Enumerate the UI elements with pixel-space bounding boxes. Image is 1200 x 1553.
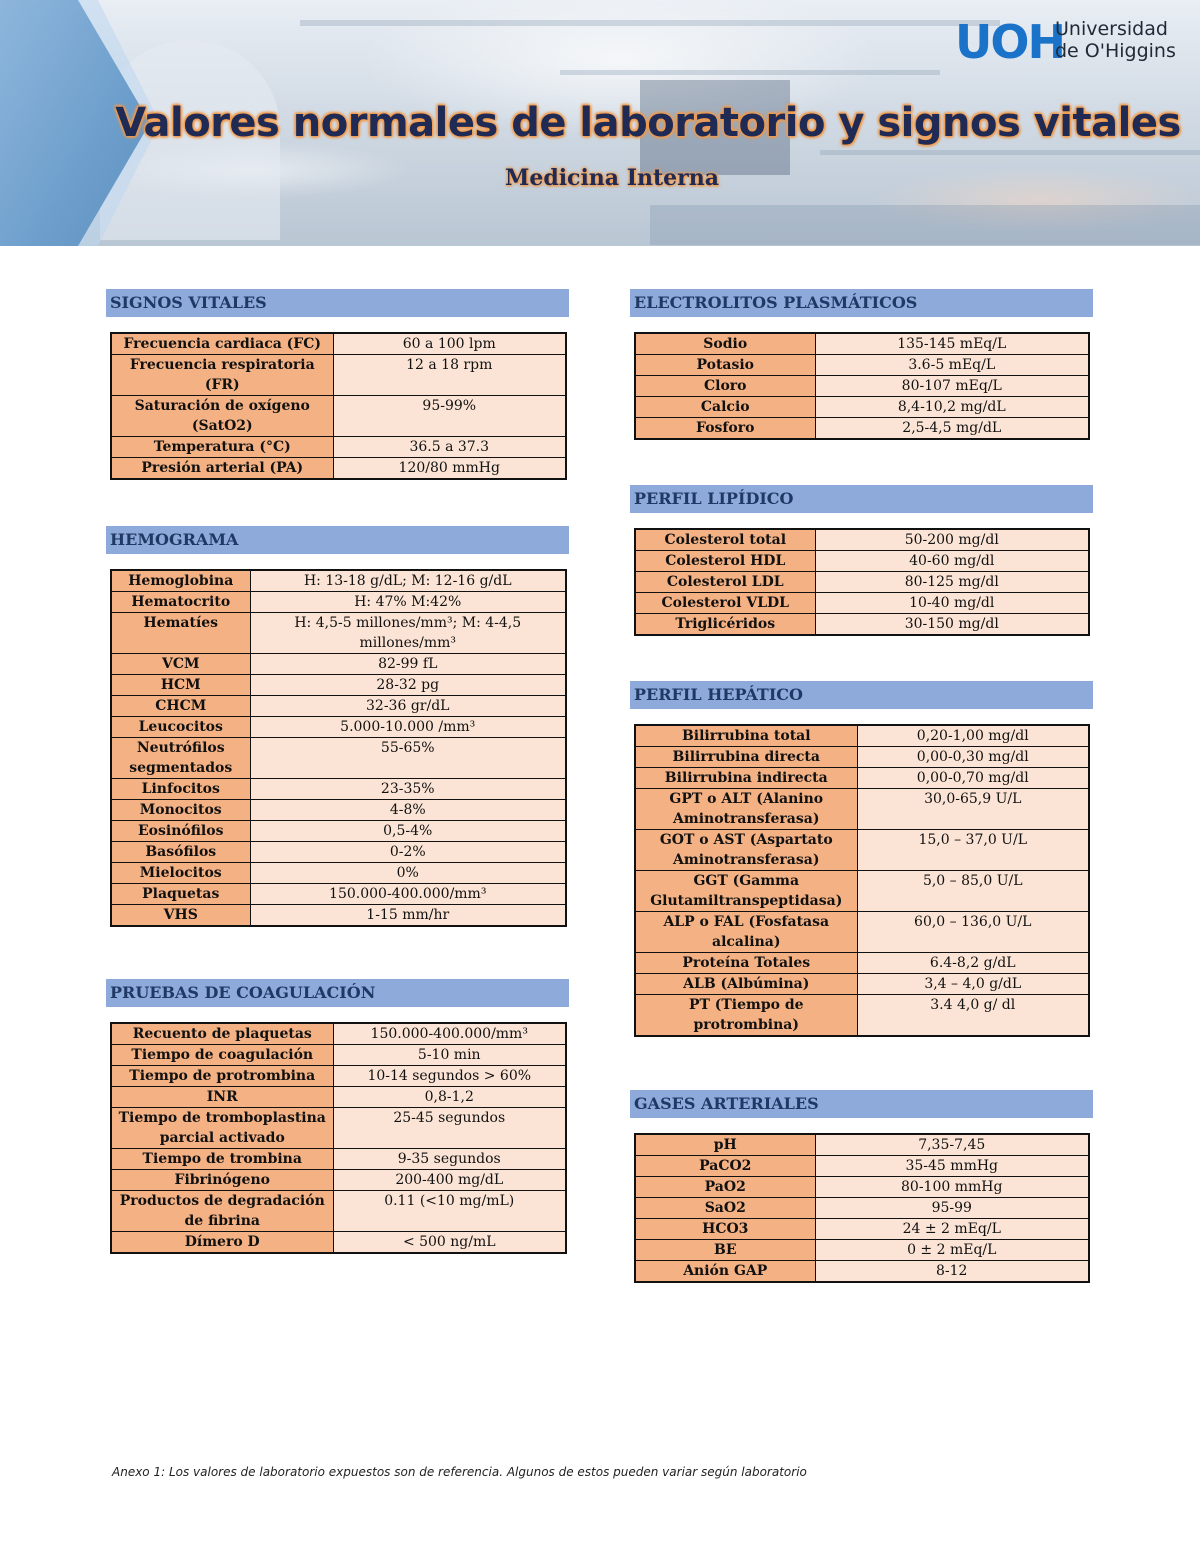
- reference-value: 0-2%: [250, 842, 566, 863]
- parameter-name: Hematocrito: [111, 592, 250, 613]
- parameter-name: Presión arterial (PA): [111, 458, 333, 480]
- reference-value: 30,0-65,9 U/L: [857, 789, 1089, 830]
- reference-value: H: 13-18 g/dL; M: 12-16 g/dL: [250, 570, 566, 592]
- table-row: [111, 355, 566, 396]
- reference-value: 95-99: [815, 1198, 1089, 1219]
- table-row: [635, 1177, 1089, 1198]
- table-row: [635, 974, 1089, 995]
- parameter-name: Hematíes: [111, 613, 250, 654]
- table-row: [635, 953, 1089, 974]
- parameter-name: HCM: [111, 675, 250, 696]
- parameter-name: ALP o FAL (Fosfatasa alcalina): [635, 912, 857, 953]
- reference-value: 80-100 mmHg: [815, 1177, 1089, 1198]
- parameter-name: Bilirrubina indirecta: [635, 768, 857, 789]
- parameter-name: HCO3: [635, 1219, 815, 1240]
- reference-value: 7,35-7,45: [815, 1134, 1089, 1156]
- reference-value: 60 a 100 lpm: [333, 333, 566, 355]
- table-row: [635, 768, 1089, 789]
- table-row: [111, 884, 566, 905]
- reference-value: 5.000-10.000 /mm³: [250, 717, 566, 738]
- table-row: [111, 1045, 566, 1066]
- table-row: [635, 789, 1089, 830]
- parameter-name: PaCO2: [635, 1156, 815, 1177]
- reference-value: 2,5-4,5 mg/dL: [815, 418, 1089, 440]
- parameter-name: Bilirrubina total: [635, 725, 857, 747]
- reference-value: 0.11 (<10 mg/mL): [333, 1191, 566, 1232]
- table-row: [635, 1261, 1089, 1283]
- table-row: [111, 675, 566, 696]
- reference-value: 0,00-0,70 mg/dl: [857, 768, 1089, 789]
- parameter-name: Mielocitos: [111, 863, 250, 884]
- reference-value: 32-36 gr/dL: [250, 696, 566, 717]
- parameter-name: CHCM: [111, 696, 250, 717]
- table-coagulacion: [110, 1022, 567, 1254]
- table-hepatico: [634, 724, 1090, 1037]
- parameter-name: Anión GAP: [635, 1261, 815, 1283]
- parameter-name: Colesterol HDL: [635, 551, 815, 572]
- logo-mark: UOH: [955, 15, 1064, 69]
- reference-value: 8,4-10,2 mg/dL: [815, 397, 1089, 418]
- reference-value: 3.4 4,0 g/ dl: [857, 995, 1089, 1037]
- table-row: [635, 418, 1089, 440]
- parameter-name: Dímero D: [111, 1232, 333, 1254]
- table-row: [111, 738, 566, 779]
- reference-value: 28-32 pg: [250, 675, 566, 696]
- reference-value: 36.5 a 37.3: [333, 437, 566, 458]
- table-row: [111, 1066, 566, 1087]
- parameter-name: INR: [111, 1087, 333, 1108]
- table-row: [635, 1156, 1089, 1177]
- parameter-name: Sodio: [635, 333, 815, 355]
- table-row: [635, 725, 1089, 747]
- table-row: [111, 1170, 566, 1191]
- table-hemograma: [110, 569, 567, 927]
- reference-value: 0,20-1,00 mg/dl: [857, 725, 1089, 747]
- table-row: [635, 614, 1089, 636]
- parameter-name: Cloro: [635, 376, 815, 397]
- parameter-name: Calcio: [635, 397, 815, 418]
- table-row: [635, 397, 1089, 418]
- university-logo: [955, 14, 1185, 70]
- section-header-lipidico: PERFIL LIPÍDICO: [630, 485, 1093, 513]
- header-banner: [0, 0, 1200, 246]
- section-header-electrolitos: ELECTROLITOS PLASMÁTICOS: [630, 289, 1093, 317]
- parameter-name: Eosinófilos: [111, 821, 250, 842]
- table-row: [111, 842, 566, 863]
- reference-value: 95-99%: [333, 396, 566, 437]
- table-row: [635, 1219, 1089, 1240]
- reference-value: 0%: [250, 863, 566, 884]
- reference-value: 10-14 segundos > 60%: [333, 1066, 566, 1087]
- parameter-name: BE: [635, 1240, 815, 1261]
- reference-value: 55-65%: [250, 738, 566, 779]
- table-row: [111, 458, 566, 480]
- reference-value: 150.000-400.000/mm³: [333, 1023, 566, 1045]
- parameter-name: Potasio: [635, 355, 815, 376]
- reference-value: 50-200 mg/dl: [815, 529, 1089, 551]
- parameter-name: Hemoglobina: [111, 570, 250, 592]
- reference-value: 15,0 – 37,0 U/L: [857, 830, 1089, 871]
- logo-text: [1055, 18, 1176, 62]
- table-row: [635, 529, 1089, 551]
- table-row: [111, 1023, 566, 1045]
- reference-value: 200-400 mg/dL: [333, 1170, 566, 1191]
- parameter-name: Plaquetas: [111, 884, 250, 905]
- parameter-name: Colesterol total: [635, 529, 815, 551]
- parameter-name: VHS: [111, 905, 250, 927]
- parameter-name: Productos de degradación de fibrina: [111, 1191, 333, 1232]
- table-row: [635, 912, 1089, 953]
- table-row: [635, 871, 1089, 912]
- reference-value: 150.000-400.000/mm³: [250, 884, 566, 905]
- parameter-name: PaO2: [635, 1177, 815, 1198]
- table-row: [111, 396, 566, 437]
- parameter-name: Recuento de plaquetas: [111, 1023, 333, 1045]
- page-subtitle: Medicina Interna: [504, 165, 720, 191]
- reference-value: 0 ± 2 mEq/L: [815, 1240, 1089, 1261]
- parameter-name: ALB (Albúmina): [635, 974, 857, 995]
- table-row: [111, 333, 566, 355]
- reference-value: 24 ± 2 mEq/L: [815, 1219, 1089, 1240]
- parameter-name: Colesterol LDL: [635, 572, 815, 593]
- reference-value: 6.4-8,2 g/dL: [857, 953, 1089, 974]
- logo-line-2: de O'Higgins: [1055, 40, 1176, 62]
- reference-value: 80-107 mEq/L: [815, 376, 1089, 397]
- parameter-name: SaO2: [635, 1198, 815, 1219]
- reference-value: 30-150 mg/dl: [815, 614, 1089, 636]
- table-signos-vitales: [110, 332, 567, 480]
- reference-value: 12 a 18 rpm: [333, 355, 566, 396]
- section-header-hepatico: PERFIL HEPÁTICO: [630, 681, 1093, 709]
- table-row: [635, 551, 1089, 572]
- parameter-name: Triglicéridos: [635, 614, 815, 636]
- table-row: [635, 593, 1089, 614]
- parameter-name: Basófilos: [111, 842, 250, 863]
- table-row: [635, 355, 1089, 376]
- footnote: Anexo 1: Los valores de laboratorio expuestos son de referencia. Algunos de estos pueden variar según laboratorio: [112, 1465, 807, 1479]
- logo-line-1: Universidad: [1055, 18, 1168, 40]
- table-row: [111, 592, 566, 613]
- table-row: [111, 1149, 566, 1170]
- parameter-name: Frecuencia cardiaca (FC): [111, 333, 333, 355]
- section-header-hemograma: HEMOGRAMA: [106, 526, 569, 554]
- reference-value: 120/80 mmHg: [333, 458, 566, 480]
- table-row: [635, 572, 1089, 593]
- table-row: [111, 717, 566, 738]
- reference-value: 82-99 fL: [250, 654, 566, 675]
- reference-value: 80-125 mg/dl: [815, 572, 1089, 593]
- table-row: [111, 654, 566, 675]
- table-row: [111, 570, 566, 592]
- table-row: [111, 821, 566, 842]
- table-row: [635, 1240, 1089, 1261]
- parameter-name: Frecuencia respiratoria (FR): [111, 355, 333, 396]
- parameter-name: Monocitos: [111, 800, 250, 821]
- reference-value: 8-12: [815, 1261, 1089, 1283]
- table-row: [111, 863, 566, 884]
- page-title: Valores normales de laboratorio y signos vitales: [115, 100, 1181, 146]
- parameter-name: Temperatura (°C): [111, 437, 333, 458]
- table-row: [111, 696, 566, 717]
- table-row: [635, 1198, 1089, 1219]
- table-row: [111, 1108, 566, 1149]
- parameter-name: PT (Tiempo de protrombina): [635, 995, 857, 1037]
- table-row: [111, 905, 566, 927]
- table-row: [635, 1134, 1089, 1156]
- reference-value: 25-45 segundos: [333, 1108, 566, 1149]
- reference-value: H: 47% M:42%: [250, 592, 566, 613]
- table-gases: [634, 1133, 1090, 1283]
- reference-value: 135-145 mEq/L: [815, 333, 1089, 355]
- table-row: [111, 800, 566, 821]
- reference-value: 0,00-0,30 mg/dl: [857, 747, 1089, 768]
- parameter-name: Neutrófilos segmentados: [111, 738, 250, 779]
- reference-value: < 500 ng/mL: [333, 1232, 566, 1254]
- parameter-name: VCM: [111, 654, 250, 675]
- parameter-name: Tiempo de coagulación: [111, 1045, 333, 1066]
- reference-value: 3.6-5 mEq/L: [815, 355, 1089, 376]
- parameter-name: GOT o AST (Aspartato Aminotransferasa): [635, 830, 857, 871]
- table-row: [635, 376, 1089, 397]
- reference-value: 3,4 – 4,0 g/dL: [857, 974, 1089, 995]
- table-electrolitos: [634, 332, 1090, 440]
- parameter-name: GGT (Gamma Glutamiltranspeptidasa): [635, 871, 857, 912]
- parameter-name: Bilirrubina directa: [635, 747, 857, 768]
- reference-value: 4-8%: [250, 800, 566, 821]
- table-row: [111, 613, 566, 654]
- parameter-name: Tiempo de tromboplastina parcial activado: [111, 1108, 333, 1149]
- reference-value: 10-40 mg/dl: [815, 593, 1089, 614]
- reference-value: 9-35 segundos: [333, 1149, 566, 1170]
- table-lipidico: [634, 528, 1090, 636]
- parameter-name: Tiempo de trombina: [111, 1149, 333, 1170]
- table-row: [635, 995, 1089, 1037]
- table-row: [111, 779, 566, 800]
- reference-value: 0,8-1,2: [333, 1087, 566, 1108]
- reference-value: 0,5-4%: [250, 821, 566, 842]
- table-row: [111, 437, 566, 458]
- reference-value: 23-35%: [250, 779, 566, 800]
- reference-value: 1-15 mm/hr: [250, 905, 566, 927]
- reference-value: 5-10 min: [333, 1045, 566, 1066]
- parameter-name: Linfocitos: [111, 779, 250, 800]
- parameter-name: Colesterol VLDL: [635, 593, 815, 614]
- section-header-signos-vitales: SIGNOS VITALES: [106, 289, 569, 317]
- parameter-name: Fosforo: [635, 418, 815, 440]
- parameter-name: GPT o ALT (Alanino Aminotransferasa): [635, 789, 857, 830]
- section-header-gases: GASES ARTERIALES: [630, 1090, 1093, 1118]
- table-row: [111, 1191, 566, 1232]
- parameter-name: Tiempo de protrombina: [111, 1066, 333, 1087]
- reference-value: 60,0 – 136,0 U/L: [857, 912, 1089, 953]
- table-row: [635, 747, 1089, 768]
- reference-value: H: 4,5-5 millones/mm³; M: 4-4,5 millones/mm³: [250, 613, 566, 654]
- parameter-name: Leucocitos: [111, 717, 250, 738]
- reference-value: 40-60 mg/dl: [815, 551, 1089, 572]
- parameter-name: Saturación de oxígeno (SatO2): [111, 396, 333, 437]
- table-row: [635, 333, 1089, 355]
- table-row: [111, 1232, 566, 1254]
- table-row: [635, 830, 1089, 871]
- parameter-name: Proteína Totales: [635, 953, 857, 974]
- parameter-name: pH: [635, 1134, 815, 1156]
- reference-value: 35-45 mmHg: [815, 1156, 1089, 1177]
- parameter-name: Fibrinógeno: [111, 1170, 333, 1191]
- table-row: [111, 1087, 566, 1108]
- reference-value: 5,0 – 85,0 U/L: [857, 871, 1089, 912]
- section-header-coagulacion: PRUEBAS DE COAGULACIÓN: [106, 979, 569, 1007]
